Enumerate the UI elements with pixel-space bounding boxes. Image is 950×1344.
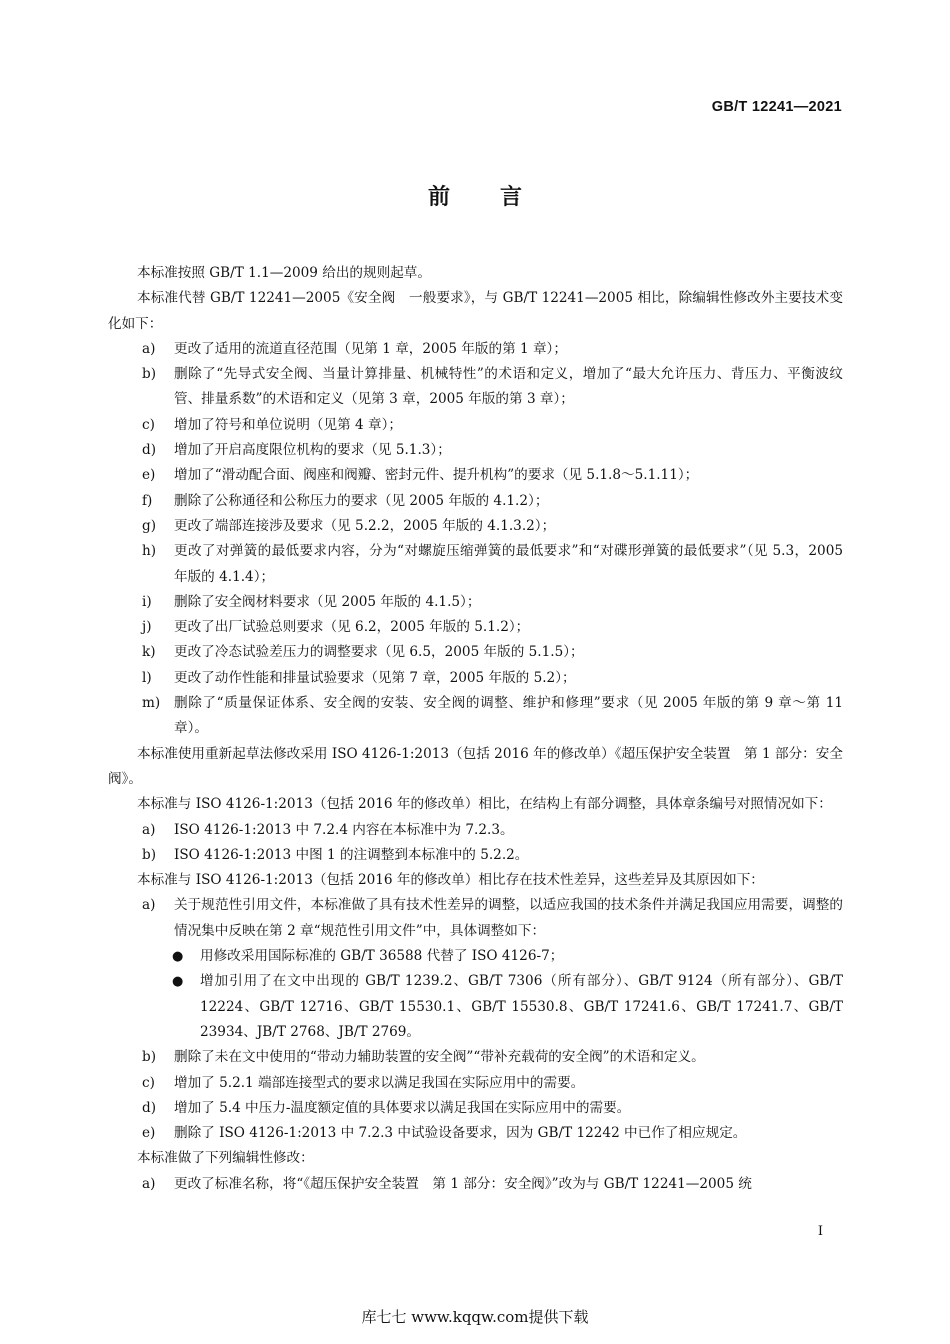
bullet-text: 用修改采用国际标准的 GB/T 36588 代替了 ISO 4126-7； bbox=[200, 948, 564, 965]
list-text: 删除了“先导式安全阀、当量计算排量、机械特性”的术语和定义，增加了“最大允许压力、背压力、平衡波纹管、排量系数”的术语和定义（见第 3 章，2005 年版的第 3 章）； bbox=[174, 366, 843, 408]
list-item bbox=[108, 463, 843, 488]
list-label: a) bbox=[142, 1175, 156, 1192]
bullet-icon: ● bbox=[172, 949, 184, 965]
bullet-icon: ● bbox=[172, 974, 184, 990]
list-label: k) bbox=[142, 644, 156, 661]
structure-list bbox=[108, 818, 843, 869]
list-text: 删除了未在文中使用的“带动力辅助装置的安全阀”“带补充载荷的安全阀”的术语和定义。 bbox=[174, 1049, 705, 1066]
bullet-text: 增加引用了在文中出现的 GB/T 1239.2、GB/T 7306（所有部分）、GB/T 9124（所有部分）、GB/T 12224、GB/T 12716、GB/T 15530.1、GB/T 15530.8、GB/T 17241.6、GB/T 17241.7、GB/T 23934、JB/T 2768、JB/T 2769。 bbox=[200, 973, 843, 1040]
list-text: 删除了“质量保证体系、安全阀的安装、安全阀的调整、维护和修理”要求（见 2005 年版的第 9 章～第 11 章）。 bbox=[174, 695, 843, 737]
list-label: d) bbox=[142, 442, 157, 459]
list-text: 删除了公称通径和公称压力的要求（见 2005 年版的 4.1.2）； bbox=[174, 492, 549, 509]
list-item bbox=[108, 843, 843, 868]
list-label: i) bbox=[142, 593, 152, 610]
paragraph: 本标准与 ISO 4126-1:2013（包括 2016 年的修改单）相比存在技术性差异，这些差异及其原因如下： bbox=[137, 872, 764, 889]
list-label: a) bbox=[142, 897, 156, 914]
list-label: d) bbox=[142, 1099, 157, 1116]
list-text: 更改了标准名称，将“《超压保护安全装置 第 1 部分：安全阀》”改为与 GB/T 12241—2005 统 bbox=[174, 1175, 752, 1192]
footer-watermark: 库七七 www.kqqw.com提供下载 bbox=[361, 1308, 589, 1326]
list-label: b) bbox=[142, 846, 157, 863]
paragraph: 本标准与 ISO 4126-1:2013（包括 2016 年的修改单）相比，在结构上有部分调整，具体章条编号对照情况如下： bbox=[137, 796, 832, 813]
list-item bbox=[108, 1045, 843, 1070]
list-text: 增加了“滑动配合面、阀座和阀瓣、密封元件、提升机构”的要求（见 5.1.8～5.1.11）； bbox=[174, 467, 699, 484]
list-item bbox=[108, 489, 843, 514]
list-label: h) bbox=[142, 543, 157, 560]
list-text: 更改了动作性能和排量试验要求（见第 7 章，2005 年版的 5.2）； bbox=[174, 669, 576, 686]
list-item bbox=[108, 539, 843, 590]
list-item bbox=[108, 691, 843, 742]
list-text: ISO 4126-1:2013 中 7.2.4 内容在本标准中为 7.2.3。 bbox=[174, 821, 514, 838]
list-label: g) bbox=[142, 517, 157, 534]
list-item bbox=[108, 337, 843, 362]
list-label: l) bbox=[142, 669, 152, 686]
bullet-item bbox=[108, 944, 843, 969]
editorial-list bbox=[108, 1172, 843, 1197]
changes-list bbox=[108, 337, 843, 742]
list-label: m) bbox=[142, 695, 161, 712]
paragraph: 本标准做了下列编辑性修改： bbox=[137, 1150, 314, 1167]
list-text: 删除了 ISO 4126-1:2013 中 7.2.3 中试验设备要求，因为 GB/T 12242 中已作了相应规定。 bbox=[174, 1125, 747, 1142]
list-label: a) bbox=[142, 340, 156, 357]
list-label: b) bbox=[142, 366, 157, 383]
list-text: 增加了 5.4 中压力-温度额定值的具体要求以满足我国在实际应用中的需要。 bbox=[174, 1099, 631, 1116]
list-item bbox=[108, 438, 843, 463]
list-text: 更改了出厂试验总则要求（见 6.2，2005 年版的 5.1.2）； bbox=[174, 619, 530, 636]
list-item bbox=[108, 1121, 843, 1146]
list-item bbox=[108, 893, 843, 944]
bullet-item bbox=[108, 969, 843, 1045]
list-item bbox=[108, 640, 843, 665]
list-label: c) bbox=[142, 416, 155, 433]
differences-list bbox=[108, 893, 843, 1146]
list-label: c) bbox=[142, 1074, 155, 1091]
standard-code: GB/T 12241—2021 bbox=[711, 99, 842, 115]
paragraph: 本标准代替 GB/T 12241—2005《安全阀 一般要求》，与 GB/T 12241—2005 相比，除编辑性修改外主要技术变化如下： bbox=[108, 290, 843, 332]
list-text: 更改了对弹簧的最低要求内容，分为“对螺旋压缩弹簧的最低要求”和“对碟形弹簧的最低要求”（见 5.3，2005 年版的 4.1.4）； bbox=[174, 543, 843, 585]
list-item bbox=[108, 1096, 843, 1121]
list-text: 更改了适用的流道直径范围（见第 1 章，2005 年版的第 1 章）； bbox=[174, 340, 567, 357]
list-item bbox=[108, 514, 843, 539]
list-item bbox=[108, 362, 843, 413]
page-title: 前言 bbox=[427, 185, 572, 210]
list-item bbox=[108, 413, 843, 438]
page-number: I bbox=[817, 1224, 823, 1239]
paragraph: 本标准按照 GB/T 1.1—2009 给出的规则起草。 bbox=[137, 265, 431, 281]
list-text: 更改了端部连接涉及要求（见 5.2.2，2005 年版的 4.1.3.2）； bbox=[174, 517, 556, 534]
document-body bbox=[108, 261, 843, 1197]
list-text: 删除了安全阀材料要求（见 2005 年版的 4.1.5）； bbox=[174, 593, 481, 610]
list-item bbox=[108, 615, 843, 640]
list-label: f) bbox=[142, 492, 153, 509]
list-text: ISO 4126-1:2013 中图 1 的注调整到本标准中的 5.2.2。 bbox=[174, 846, 529, 863]
list-label: a) bbox=[142, 821, 156, 838]
list-label: j) bbox=[142, 619, 152, 636]
list-text: 更改了冷态试验差压力的调整要求（见 6.5，2005 年版的 5.1.5）； bbox=[174, 644, 584, 661]
list-item bbox=[108, 818, 843, 843]
list-text: 增加了开启高度限位机构的要求（见 5.1.3）； bbox=[174, 442, 451, 459]
list-text: 关于规范性引用文件，本标准做了具有技术性差异的调整，以适应我国的技术条件并满足我国应用需要，调整的情况集中反映在第 2 章“规范性引用文件”中，具体调整如下： bbox=[174, 897, 843, 939]
paragraph: 本标准使用重新起草法修改采用 ISO 4126-1:2013（包括 2016 年的修改单）《超压保护安全装置 第 1 部分：安全阀》。 bbox=[108, 745, 843, 787]
list-label: b) bbox=[142, 1049, 157, 1066]
list-label: e) bbox=[142, 467, 156, 484]
list-text: 增加了符号和单位说明（见第 4 章）； bbox=[174, 416, 402, 433]
list-item bbox=[108, 666, 843, 691]
list-label: e) bbox=[142, 1125, 156, 1142]
list-item bbox=[108, 590, 843, 615]
list-item bbox=[108, 1071, 843, 1096]
list-item bbox=[108, 1172, 843, 1197]
list-text: 增加了 5.2.1 端部连接型式的要求以满足我国在实际应用中的需要。 bbox=[174, 1074, 585, 1091]
